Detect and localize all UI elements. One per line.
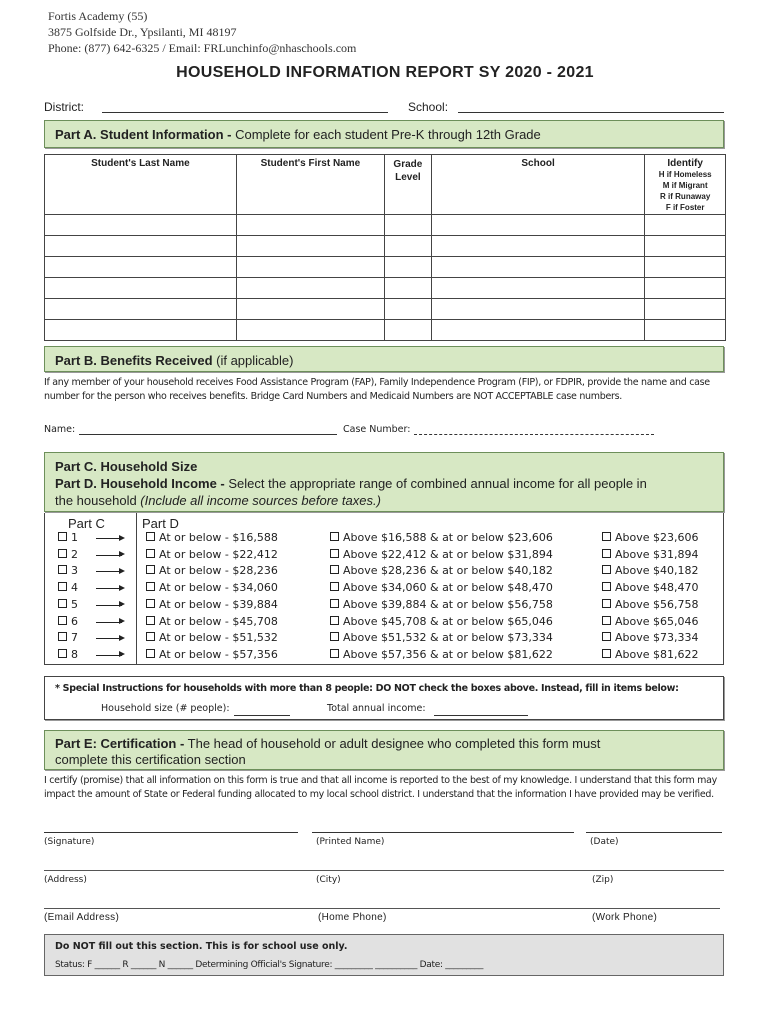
col-identify-label: Identify xyxy=(667,158,703,169)
cell-identify[interactable] xyxy=(645,320,726,341)
income-option-high-label: Above $31,894 xyxy=(615,547,699,561)
household-size-option-label: 3 xyxy=(71,564,78,578)
income-option-low[interactable] xyxy=(146,564,278,577)
school-use-heading: Do NOT fill out this section. This is for school use only. xyxy=(55,941,348,952)
income-option-high[interactable] xyxy=(602,615,699,628)
cell-last-name[interactable] xyxy=(45,236,237,257)
checkbox-icon[interactable] xyxy=(146,632,155,641)
arrow-right-icon xyxy=(96,655,122,656)
cell-first-name[interactable] xyxy=(236,299,384,320)
income-option-high[interactable] xyxy=(602,548,699,561)
checkbox-icon[interactable] xyxy=(602,565,611,574)
income-option-low-label: At or below - $28,236 xyxy=(159,564,278,578)
cell-last-name[interactable] xyxy=(45,299,237,320)
part-a-header xyxy=(44,120,724,148)
cell-grade[interactable] xyxy=(384,278,431,299)
school-name: Fortis Academy (55) xyxy=(48,9,148,23)
household-size-option[interactable] xyxy=(58,615,78,628)
arrow-right-icon xyxy=(96,555,122,556)
checkbox-icon[interactable] xyxy=(146,616,155,625)
household-size-option-label: 8 xyxy=(71,647,78,661)
income-option-low-label: At or below - $22,412 xyxy=(159,547,278,561)
checkbox-icon[interactable] xyxy=(146,649,155,658)
income-option-mid-label: Above $16,588 & at or below $23,606 xyxy=(343,531,553,544)
cell-school[interactable] xyxy=(431,278,645,299)
checkbox-icon[interactable] xyxy=(330,549,339,558)
part-d-desc-2: the household xyxy=(55,493,141,508)
part-b-desc: (if applicable) xyxy=(212,353,294,368)
income-option-high[interactable] xyxy=(602,631,699,644)
part-e-header xyxy=(44,730,724,770)
part-cd-header xyxy=(44,452,724,512)
school-address: 3875 Golfside Dr., Ypsilanti, MI 48197 xyxy=(48,25,237,39)
income-option-mid-label: Above $28,236 & at or below $40,182 xyxy=(343,564,553,578)
cell-first-name[interactable] xyxy=(236,236,384,257)
household-size-option-label: 7 xyxy=(71,631,78,645)
part-d-heading: Part D. Household Income - xyxy=(55,476,225,491)
income-option-high-label: Above $73,334 xyxy=(615,631,699,645)
part-b-instructions: If any member of your household receives Food Assistance Program (FAP), Family Independence Program (FIP), or FDPIR, provide the name and case number for the person who receives benefits. Bridge Card Numbers and Medicaid Numbers are NOT ACCEPTABLE case numbers. xyxy=(44,377,710,402)
income-option-mid-label: Above $57,356 & at or below $81,622 xyxy=(343,647,553,661)
part-b-heading: Part B. Benefits Received xyxy=(55,353,213,368)
part-a-desc: Complete for each student Pre-K through 12th Grade xyxy=(231,127,541,142)
income-option-high-label: Above $65,046 xyxy=(615,614,699,628)
income-option-mid[interactable] xyxy=(330,531,553,544)
income-option-mid[interactable] xyxy=(330,581,553,594)
cell-identify[interactable] xyxy=(645,299,726,320)
student-table-header xyxy=(45,155,726,215)
income-option-mid-label: Above $34,060 & at or below $48,470 xyxy=(343,581,553,595)
income-option-high-label: Above $40,182 xyxy=(615,564,699,578)
printed-name-caption: (Printed Name) xyxy=(316,837,385,847)
contact-row-field[interactable] xyxy=(44,908,720,909)
household-size-option[interactable] xyxy=(58,581,78,594)
table-row xyxy=(45,215,726,236)
col-identify xyxy=(645,155,726,215)
income-option-high-label: Above $56,758 xyxy=(615,597,699,611)
checkbox-icon[interactable] xyxy=(58,616,67,625)
checkbox-icon[interactable] xyxy=(330,649,339,658)
col-last-name: Student's Last Name xyxy=(45,155,237,215)
total-income-field[interactable] xyxy=(434,715,528,716)
cell-first-name[interactable] xyxy=(236,320,384,341)
special-instructions-text: * Special Instructions for households with more than 8 people: DO NOT check the boxes above. Instead, fill in items below: xyxy=(55,683,679,694)
part-a-heading: Part A. Student Information - xyxy=(55,127,232,142)
household-size-option-label: 6 xyxy=(71,614,78,628)
cell-school[interactable] xyxy=(431,215,645,236)
identify-runaway: R if Runaway xyxy=(660,192,711,201)
cell-school[interactable] xyxy=(431,320,645,341)
signature-field[interactable] xyxy=(44,832,298,833)
checkbox-icon[interactable] xyxy=(146,549,155,558)
cell-grade[interactable] xyxy=(384,236,431,257)
part-d-note: (Include all income sources before taxes.) xyxy=(140,493,381,508)
checkbox-icon[interactable] xyxy=(602,632,611,641)
cell-first-name[interactable] xyxy=(236,278,384,299)
checkbox-icon[interactable] xyxy=(146,582,155,591)
checkbox-icon[interactable] xyxy=(58,632,67,641)
certification-text: I certify (promise) that all information on this form is true and that all income is reported to the best of my knowledge. I understand that this form may impact the amount of State or Federal funding allocated to my local school district. I understand that the information I have provided may be verified. xyxy=(44,775,717,800)
part-d-desc: Select the appropriate range of combined annual income for all people in xyxy=(224,476,647,491)
income-option-mid[interactable] xyxy=(330,564,553,577)
income-option-low[interactable] xyxy=(146,615,278,628)
identify-foster: F if Foster xyxy=(665,203,705,212)
income-row xyxy=(48,581,724,597)
cell-grade[interactable] xyxy=(384,320,431,341)
income-option-high[interactable] xyxy=(602,648,699,661)
school-info xyxy=(48,8,356,56)
household-size-field[interactable] xyxy=(234,715,290,716)
city-caption: (City) xyxy=(316,875,341,885)
cell-grade[interactable] xyxy=(384,215,431,236)
part-e-desc-2: complete this certification section xyxy=(55,752,246,767)
income-option-low-label: At or below - $45,708 xyxy=(159,614,278,628)
arrow-right-icon xyxy=(96,622,122,623)
arrow-right-icon xyxy=(96,605,122,606)
date-caption: (Date) xyxy=(590,837,619,847)
income-row xyxy=(48,615,724,631)
checkbox-icon[interactable] xyxy=(602,649,611,658)
household-size-label: Household size (# people): xyxy=(101,703,230,714)
date-field[interactable] xyxy=(586,832,722,833)
income-option-low-label: At or below - $51,532 xyxy=(159,631,278,645)
school-label: School: xyxy=(408,100,449,114)
income-row xyxy=(48,648,724,664)
checkbox-icon[interactable] xyxy=(58,599,67,608)
checkbox-icon[interactable] xyxy=(58,649,67,658)
district-label: District: xyxy=(44,100,84,114)
student-table xyxy=(44,154,726,341)
case-number-label: Case Number: xyxy=(343,424,411,435)
cell-school[interactable] xyxy=(431,257,645,278)
signature-caption: (Signature) xyxy=(44,837,95,847)
part-e-desc: The head of household or adult designee who completed this form must xyxy=(184,736,601,751)
household-size-option-label: 4 xyxy=(71,581,78,595)
checkbox-icon[interactable] xyxy=(58,565,67,574)
income-row xyxy=(48,564,724,580)
cell-identify[interactable] xyxy=(645,236,726,257)
income-option-high[interactable] xyxy=(602,564,699,577)
arrow-right-icon xyxy=(96,638,122,639)
income-option-high[interactable] xyxy=(602,531,699,544)
checkbox-icon[interactable] xyxy=(602,616,611,625)
income-option-low-label: At or below - $16,588 xyxy=(159,531,278,544)
checkbox-icon[interactable] xyxy=(330,599,339,608)
household-size-option-label: 2 xyxy=(71,547,78,561)
household-size-option[interactable] xyxy=(58,648,78,661)
school-contact: Phone: (877) 642-6325 / Email: FRLunchinfo@nhaschools.com xyxy=(48,41,357,55)
income-option-low-label: At or below - $34,060 xyxy=(159,581,278,595)
income-option-mid-label: Above $22,412 & at or below $31,894 xyxy=(343,547,553,561)
col-part-c: Part C xyxy=(68,516,105,531)
col-part-d: Part D xyxy=(142,516,179,531)
home-phone-caption: (Home Phone) xyxy=(318,912,387,923)
work-phone-caption: (Work Phone) xyxy=(592,912,658,923)
printed-name-field[interactable] xyxy=(312,832,574,833)
income-option-mid[interactable] xyxy=(330,598,553,611)
income-option-high-label: Above $23,606 xyxy=(615,531,699,544)
email-caption: (Email Address) xyxy=(44,912,120,923)
checkbox-icon[interactable] xyxy=(330,565,339,574)
school-use-box xyxy=(44,934,724,976)
special-instructions-box xyxy=(44,676,724,720)
zip-caption: (Zip) xyxy=(592,875,614,885)
income-option-mid[interactable] xyxy=(330,648,553,661)
household-size-option-label: 5 xyxy=(71,597,78,611)
identify-migrant: M if Migrant xyxy=(662,181,708,190)
cell-last-name[interactable] xyxy=(45,278,237,299)
income-option-high[interactable] xyxy=(602,581,699,594)
school-field[interactable] xyxy=(458,112,724,113)
arrow-right-icon xyxy=(96,588,122,589)
checkbox-icon[interactable] xyxy=(146,565,155,574)
benefits-name-field[interactable] xyxy=(79,434,337,435)
table-row xyxy=(45,320,726,341)
checkbox-icon[interactable] xyxy=(330,582,339,591)
income-row xyxy=(48,548,724,564)
income-option-high[interactable] xyxy=(602,598,699,611)
income-option-mid-label: Above $45,708 & at or below $65,046 xyxy=(343,614,553,628)
form-title: HOUSEHOLD INFORMATION REPORT SY 2020 - 2021 xyxy=(176,64,594,81)
checkbox-icon[interactable] xyxy=(330,632,339,641)
income-option-mid[interactable] xyxy=(330,548,553,561)
cell-identify[interactable] xyxy=(645,278,726,299)
arrow-right-icon xyxy=(96,571,122,572)
income-option-low[interactable] xyxy=(146,548,278,561)
address-caption: (Address) xyxy=(44,875,87,885)
benefits-name-label: Name: xyxy=(44,424,76,435)
checkbox-icon[interactable] xyxy=(602,582,611,591)
income-option-mid-label: Above $39,884 & at or below $56,758 xyxy=(343,597,553,611)
checkbox-icon[interactable] xyxy=(330,616,339,625)
income-option-mid[interactable] xyxy=(330,615,553,628)
identify-homeless: H if Homeless xyxy=(658,170,712,179)
cell-grade[interactable] xyxy=(384,299,431,320)
school-use-status: Status: F ______ R ______ N ______ Determining Official's Signature: _________ __________ Date: _________ xyxy=(55,960,484,970)
col-first-name: Student's First Name xyxy=(236,155,384,215)
income-option-low[interactable] xyxy=(146,581,278,594)
cell-identify[interactable] xyxy=(645,257,726,278)
income-row xyxy=(48,531,724,547)
cell-grade[interactable] xyxy=(384,257,431,278)
household-size-option[interactable] xyxy=(58,531,78,544)
cell-last-name[interactable] xyxy=(45,320,237,341)
case-number-field[interactable] xyxy=(414,434,654,435)
table-row xyxy=(45,257,726,278)
cell-last-name[interactable] xyxy=(45,215,237,236)
income-row xyxy=(48,631,724,647)
address-row-field[interactable] xyxy=(44,870,724,871)
income-row xyxy=(48,598,724,614)
income-option-mid[interactable] xyxy=(330,631,553,644)
cell-school[interactable] xyxy=(431,299,645,320)
income-option-low[interactable] xyxy=(146,531,278,544)
income-option-mid-label: Above $51,532 & at or below $73,334 xyxy=(343,631,553,645)
checkbox-icon[interactable] xyxy=(602,549,611,558)
col-school: School xyxy=(431,155,645,215)
household-size-option[interactable] xyxy=(58,548,78,561)
household-size-option[interactable] xyxy=(58,598,78,611)
col-grade-level-label: Grade Level xyxy=(393,159,423,183)
checkbox-icon[interactable] xyxy=(330,532,339,541)
income-option-high-label: Above $81,622 xyxy=(615,647,699,661)
income-option-low-label: At or below - $39,884 xyxy=(159,597,278,611)
cell-last-name[interactable] xyxy=(45,257,237,278)
income-option-low[interactable] xyxy=(146,648,278,661)
cell-identify[interactable] xyxy=(645,215,726,236)
cell-first-name[interactable] xyxy=(236,257,384,278)
cell-first-name[interactable] xyxy=(236,215,384,236)
income-option-low-label: At or below - $57,356 xyxy=(159,647,278,661)
income-option-low[interactable] xyxy=(146,598,278,611)
checkbox-icon[interactable] xyxy=(602,599,611,608)
col-grade-level xyxy=(384,155,431,215)
checkbox-icon[interactable] xyxy=(58,549,67,558)
total-income-label: Total annual income: xyxy=(327,703,426,714)
cell-school[interactable] xyxy=(431,236,645,257)
arrow-right-icon xyxy=(96,538,122,539)
household-size-option-label: 1 xyxy=(71,531,78,544)
checkbox-icon[interactable] xyxy=(58,582,67,591)
income-option-low[interactable] xyxy=(146,631,278,644)
part-e-heading: Part E: Certification - xyxy=(55,736,185,751)
household-size-option[interactable] xyxy=(58,564,78,577)
table-row xyxy=(45,236,726,257)
checkbox-icon[interactable] xyxy=(58,532,67,541)
table-row xyxy=(45,278,726,299)
household-size-option[interactable] xyxy=(58,631,78,644)
income-option-high-label: Above $48,470 xyxy=(615,581,699,595)
table-row xyxy=(45,299,726,320)
checkbox-icon[interactable] xyxy=(146,599,155,608)
checkbox-icon[interactable] xyxy=(602,532,611,541)
part-b-header xyxy=(44,346,724,372)
checkbox-icon[interactable] xyxy=(146,532,155,541)
district-field[interactable] xyxy=(102,112,388,113)
part-c-heading: Part C. Household Size xyxy=(55,459,198,474)
